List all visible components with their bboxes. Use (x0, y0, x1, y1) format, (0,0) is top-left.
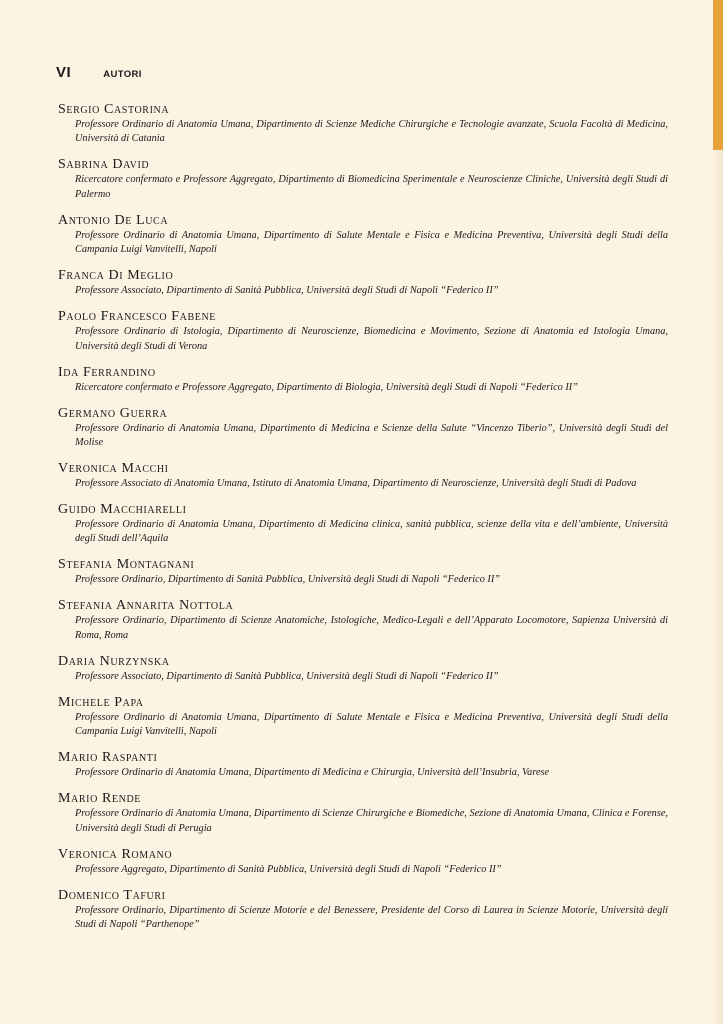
author-affiliation: Professore Ordinario, Dipartimento di Sanità Pubblica, Università degli Studi di Napoli “Federico II” (75, 574, 501, 586)
author-name: Veronica Macchi (58, 461, 169, 477)
author-entry (58, 846, 668, 877)
author-entry (58, 556, 668, 587)
author-name: Mario Raspanti (58, 750, 158, 766)
author-entry (58, 212, 668, 258)
author-entry (58, 267, 668, 298)
author-affiliation: Professore Aggregato, Dipartimento di Sanità Pubblica, Università degli Studi di Napoli “Federico II” (75, 863, 502, 875)
page-number: VI (56, 64, 72, 81)
author-affiliation: Ricercatore confermato e Professore Aggregato, Dipartimento di Biologia, Università degli Studi di Napoli “Federico II” (75, 381, 578, 393)
author-name: Antonio De Luca (58, 212, 169, 228)
author-entry (58, 790, 668, 836)
author-entry (58, 597, 668, 643)
author-entry (58, 364, 668, 395)
author-entry (58, 460, 668, 491)
author-name: Daria Nurzynska (58, 653, 170, 669)
author-name: Sergio Castorina (58, 102, 170, 117)
author-affiliation: Professore Ordinario di Anatomia Umana, Dipartimento di Medicina e Chirurgia, Università dell’Insubria, Varese (75, 767, 550, 779)
author-name: Germano Guerra (58, 405, 168, 421)
author-name: Franca Di Meglio (58, 268, 174, 284)
author-name: Michele Papa (58, 694, 144, 710)
author-affiliation: Professore Ordinario di Anatomia Umana, Dipartimento di Scienze Mediche Chirurgiche e Tecnologie avanzate, Scuola Facoltà di Medicina, Università di Catania (75, 119, 668, 145)
author-affiliation: Professore Associato, Dipartimento di Sanità Pubblica, Università degli Studi di Napoli “Federico II” (75, 670, 499, 682)
author-affiliation: Ricercatore confermato e Professore Aggregato, Dipartimento di Biomedicina Sperimentale e Neuroscienze Cliniche, Università degli Studi di Palermo (75, 174, 668, 200)
author-affiliation: Professore Ordinario, Dipartimento di Scienze Motorie e del Benessere, Presidente del Corso di Laurea in Scienze Motorie, Università degli Studi di Napoli “Parthenope” (75, 904, 668, 931)
author-name: Paolo Francesco Fabene (58, 309, 217, 325)
page-edge-shadow (713, 150, 723, 1024)
author-entry (58, 308, 668, 354)
author-entry (58, 156, 668, 202)
author-entry (58, 101, 668, 147)
author-name: Stefania Montagnani (58, 557, 195, 573)
author-affiliation: Professore Ordinario di Istologia, Dipartimento di Neuroscienze, Biomedicina e Movimento, Sezione di Anatomia ed Istologia Umana, Università degli Studi di Verona (75, 326, 668, 352)
author-affiliation: Professore Ordinario di Anatomia Umana, Dipartimento di Medicina e Scienze della Salute “Vincenzo Tiberio”, Università degli Studi del Molise (75, 422, 668, 449)
author-entry (58, 749, 668, 780)
section-title: AUTORI (103, 69, 142, 80)
author-name: Ida Ferrandino (58, 364, 156, 380)
author-name: Stefania Annarita Nottola (58, 598, 234, 614)
page-edge-tab (713, 0, 723, 150)
author-name: Mario Rende (58, 791, 141, 807)
author-affiliation: Professore Ordinario di Anatomia Umana, Dipartimento di Salute Mentale e Fisica e Medicina Preventiva, Università degli Studi della Campania Luigi Vanvitelli, Napoli (75, 229, 668, 256)
author-affiliation: Professore Ordinario di Anatomia Umana, Dipartimento di Scienze Chirurgiche e Biomediche, Sezione di Anatomia Umana, Clinica e Forense, Università degli Studi di Perugia (75, 808, 668, 834)
author-entry (58, 501, 668, 547)
page-header (56, 64, 142, 81)
author-list (58, 101, 668, 942)
author-entry (58, 887, 668, 933)
author-name: Veronica Romano (58, 846, 173, 862)
author-name: Guido Macchiarelli (58, 502, 187, 518)
author-name: Domenico Tafuri (58, 887, 166, 903)
author-affiliation: Professore Ordinario, Dipartimento di Scienze Anatomiche, Istologiche, Medico-Legali e dell’Apparato Locomotore, Sapienza Università di Roma, Roma (75, 615, 668, 641)
author-affiliation: Professore Ordinario di Anatomia Umana, Dipartimento di Medicina clinica, sanità pubblica, scienze della vita e dell’ambiente, Università degli Studi dell’Aquila (75, 519, 668, 545)
author-entry (58, 694, 668, 740)
author-name: Sabrina David (58, 157, 150, 173)
author-affiliation: Professore Ordinario di Anatomia Umana, Dipartimento di Salute Mentale e Fisica e Medicina Preventiva, Università degli Studi della Campania Luigi Vanvitelli, Napoli (75, 711, 668, 738)
author-affiliation: Professore Associato, Dipartimento di Sanità Pubblica, Università degli Studi di Napoli “Federico II” (75, 285, 499, 297)
author-entry (58, 405, 668, 451)
author-entry (58, 653, 668, 684)
author-affiliation: Professore Associato di Anatomia Umana, Istituto di Anatomia Umana, Dipartimento di Neuroscienze, Università degli Studi di Padova (75, 478, 637, 490)
